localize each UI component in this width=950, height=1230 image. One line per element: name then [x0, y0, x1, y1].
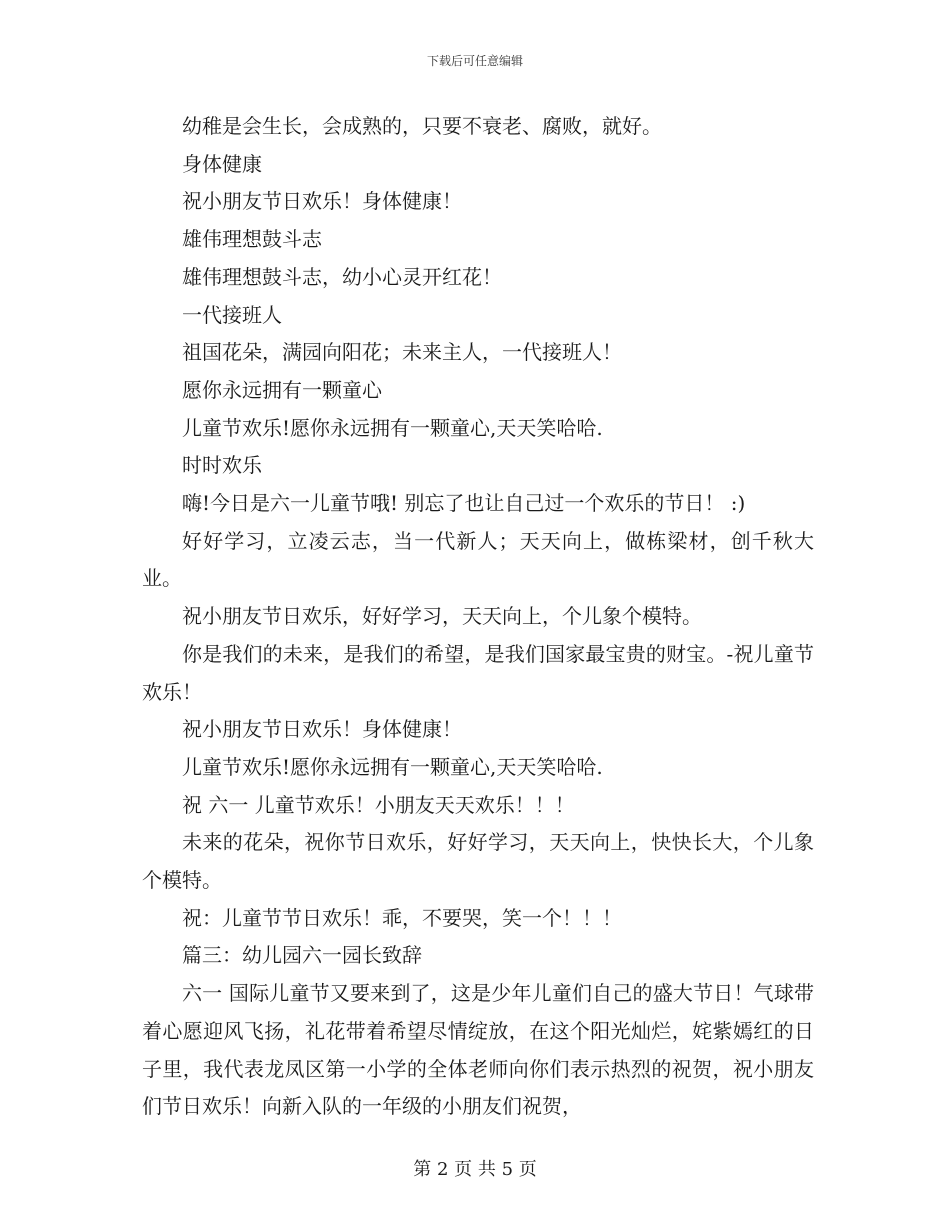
paragraph: 嗨!今日是六一儿童节哦! 别忘了也让自己过一个欢乐的节日！ :) [182, 491, 746, 516]
paragraph: 雄伟理想鼓斗志，幼小心灵开红花！ [182, 264, 502, 289]
section-heading: 篇三：幼儿园六一园长致辞 [182, 943, 422, 968]
paragraph: 身体健康 [182, 151, 262, 176]
page-footer: 第 2 页 共 5 页 [413, 1159, 537, 1180]
paragraph: 好好学习，立凌云志，当一代新人；天天向上，做栋梁材，创千秋大业。 [142, 528, 814, 591]
paragraph: 未来的花朵，祝你节日欢乐，好好学习，天天向上，快快长大，个儿象个模特。 [142, 830, 814, 893]
paragraph: 祝小朋友节日欢乐，好好学习，天天向上，个儿象个模特。 [182, 604, 702, 629]
paragraph: 愿你永远拥有一颗童心 [182, 377, 382, 402]
paragraph: 祝：儿童节节日欢乐！乖，不要哭，笑一个！！！ [182, 905, 622, 930]
page-header: 下载后可任意编辑 [426, 54, 523, 68]
paragraph: 儿童节欢乐!愿你永远拥有一颗童心,天天笑哈哈. [182, 415, 603, 440]
paragraph: 你是我们的未来，是我们的希望，是我们国家最宝贵的财宝。-祝儿童节欢乐！ [142, 641, 814, 704]
paragraph: 祝小朋友节日欢乐！身体健康！ [182, 189, 462, 214]
paragraph: 一代接班人 [182, 302, 282, 327]
paragraph: 儿童节欢乐!愿你永远拥有一颗童心,天天笑哈哈. [182, 754, 603, 779]
paragraph: 雄伟理想鼓斗志 [182, 227, 322, 252]
paragraph: 祝小朋友节日欢乐！身体健康！ [182, 717, 462, 742]
paragraph: 幼稚是会生长，会成熟的，只要不衰老、腐败，就好。 [182, 114, 662, 138]
paragraph: 时时欢乐 [182, 453, 262, 478]
document-body [142, 108, 814, 1126]
paragraph: 祖国花朵，满园向阳花；未来主人，一代接班人！ [182, 340, 622, 365]
paragraph: 祝 六一 儿童节欢乐！小朋友天天欢乐！！！ [182, 792, 575, 817]
paragraph: 六一 国际儿童节又要来到了，这是少年儿童们自己的盛大节日！气球带着心愿迎风飞扬，礼花带着希望尽情绽放，在这个阳光灿烂，姹紫嫣红的日子里，我代表龙凤区第一小学的全体老师向你们表示热烈的祝贺，祝小朋友们节日欢乐！向新入队的一年级的小朋友们祝贺， [142, 981, 814, 1119]
